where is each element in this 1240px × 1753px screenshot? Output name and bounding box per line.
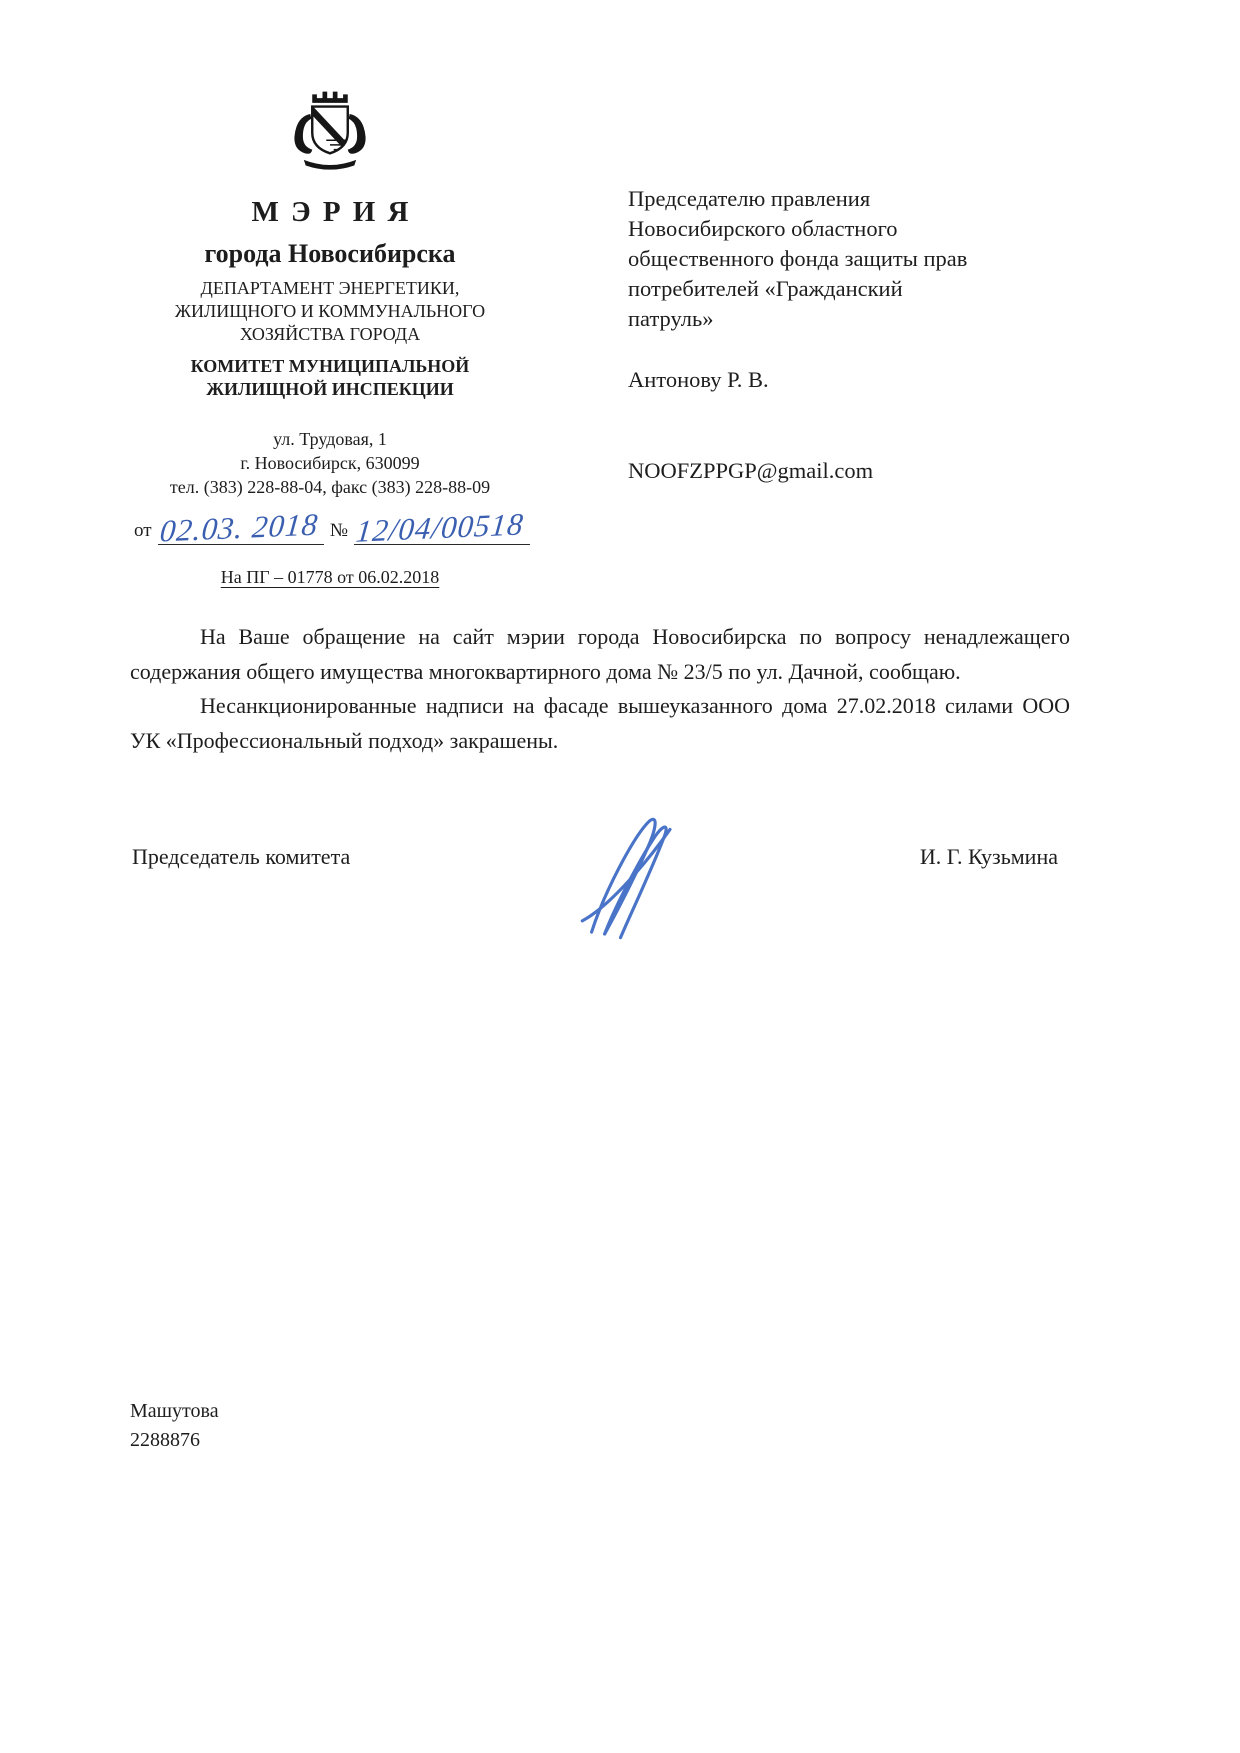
outgoing-number-line [118, 506, 542, 549]
body-paragraph-2: Несанкционированные надписи на фасаде вышеуказанного дома 27.02.2018 силами ООО УК «Профессиональный подход» закрашены. [130, 693, 1070, 753]
outgoing-number-label: № [329, 520, 348, 541]
recipient-line: Новосибирского областного [628, 216, 898, 241]
signature-row [130, 838, 1070, 978]
coat-of-arms-icon [118, 86, 542, 172]
executor-block [130, 1397, 219, 1455]
recipient-line: Председателю правления [628, 186, 871, 211]
recipient-line: патруль» [628, 306, 714, 331]
recipient-name: Антонову Р. В. [628, 367, 769, 392]
letterhead [118, 86, 542, 588]
address-line: г. Новосибирск, 630099 [240, 453, 420, 473]
department-block [118, 277, 542, 346]
department-line: ДЕПАРТАМЕНТ ЭНЕРГЕТИКИ, [200, 278, 460, 298]
address-block [118, 427, 542, 499]
letter-body [130, 620, 1070, 758]
contacts-line: тел. (383) 228-88-04, факс (383) 228-88-09 [169, 477, 491, 497]
recipient-line: потребителей «Гражданский [628, 276, 903, 301]
outgoing-number-handwritten: 12/04/00518 [354, 506, 526, 549]
executor-name: Машутова [130, 1400, 219, 1422]
body-paragraph-1: На Ваше обращение на сайт мэрии города Новосибирска по вопросу ненадлежащего содержания общего имущества многоквартирного дома № 23/5 по ул. Дачной, сообщаю. [130, 624, 1070, 684]
outgoing-date-field [157, 506, 324, 549]
committee-line: ЖИЛИЩНОЙ ИНСПЕКЦИИ [206, 379, 454, 399]
outgoing-date-handwritten: 02.03. 2018 [157, 506, 320, 549]
reference-line: На ПГ – 01778 от 06.02.2018 [220, 567, 440, 587]
recipient-email: NOOFZPPGP@gmail.com [628, 458, 874, 483]
org-title: МЭРИЯ [251, 196, 421, 228]
department-line: ХОЗЯЙСТВА ГОРОДА [239, 324, 421, 344]
department-line: ЖИЛИЩНОГО И КОММУНАЛЬНОГО [174, 301, 486, 321]
recipient-block [628, 184, 1068, 486]
signer-position: Председатель комитета [132, 844, 351, 869]
outgoing-number-field [354, 506, 530, 549]
committee-block [118, 355, 542, 401]
signer-name: И. Г. Кузьмина [919, 844, 1058, 869]
committee-line: КОМИТЕТ МУНИЦИПАЛЬНОЙ [190, 356, 470, 376]
recipient-line: общественного фонда защиты прав [628, 246, 968, 271]
outgoing-date-label: от [134, 520, 152, 541]
signature-icon [558, 802, 698, 957]
address-line: ул. Трудовая, 1 [273, 429, 387, 449]
org-subtitle: города Новосибирска [204, 239, 456, 268]
executor-phone: 2288876 [130, 1429, 200, 1451]
